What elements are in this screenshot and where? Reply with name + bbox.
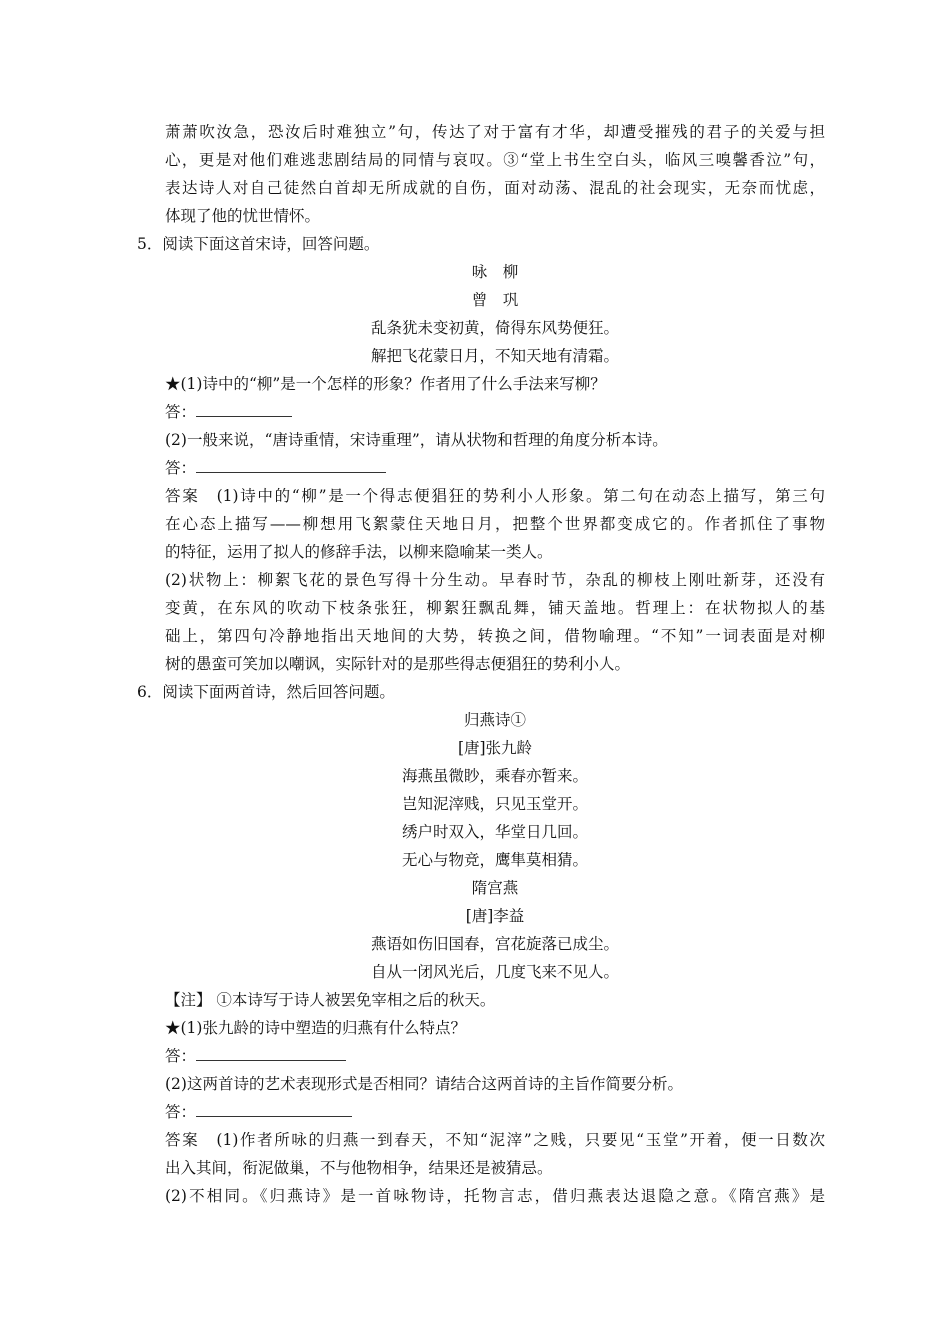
answer-label: 答：: [165, 1103, 197, 1121]
paragraph-line: 萧萧吹汝急，恐汝后时难独立”句，传达了对于富有才华，却遭受摧残的君子的关爱与担: [165, 123, 825, 141]
answer-key-line: 础上，第四句冷静地指出天地间的大势，转换之间，借物喻理。“不知”一词表面是对柳: [165, 627, 825, 645]
answer-key-line: (2)状物上：柳絮飞花的景色写得十分生动。早春时节，杂乱的柳枝上刚吐新芽，还没有: [165, 571, 825, 589]
answer-line: [165, 1046, 825, 1066]
poem-title: 隋宫燕: [471, 879, 519, 897]
sub-question: ★(1)张九龄的诗中塑造的归燕有什么特点？: [165, 1019, 466, 1037]
question-6: 6．阅读下面两首诗，然后回答问题。: [137, 683, 395, 701]
answer-key-line: 变黄，在东风的吹动下枝条张狂，柳絮狂飘乱舞，铺天盖地。哲理上：在状物拟人的基: [165, 599, 825, 617]
answer-key-line: 的特征，运用了拟人的修辞手法，以柳来隐喻某一类人。: [165, 543, 553, 561]
answer-key-line: 在心态上描写——柳想用飞絮蒙住天地日月，把整个世界都变成它的。作者抓住了事物: [165, 515, 825, 533]
poem-verse: 自从一闭风光后，几度飞来不见人。: [370, 963, 619, 981]
paragraph-line: 体现了他的忧世情怀。: [165, 207, 321, 225]
poem-verse: 燕语如伤旧国春，宫花旋落已成尘。: [370, 935, 619, 953]
answer-label: 答：: [165, 1047, 197, 1065]
paragraph-line: 心，更是对他们难逃悲剧结局的同情与哀叹。③“堂上书生空白头，临风三嗅馨香泣”句，: [165, 151, 825, 169]
poem-verse: 乱条犹未变初黄，倚得东风势便狂。: [370, 319, 619, 337]
answer-key-line: 答案 (1)诗中的“柳”是一个得志便猖狂的势利小人形象。第二句在动态上描写，第三句: [165, 487, 825, 505]
answer-key-line: 树的愚蛮可笑加以嘲讽，实际针对的是那些得志便猖狂的势利小人。: [165, 655, 631, 673]
footnote: 【注】 ①本诗写于诗人被罢免宰相之后的秋天。: [165, 991, 496, 1009]
poem-title: 咏 柳: [471, 263, 519, 281]
answer-key-line: (2)不相同。《归燕诗》是一首咏物诗，托物言志，借归燕表达退隐之意。《隋宫燕》是: [165, 1187, 825, 1205]
poem-author: 曾 巩: [471, 291, 519, 309]
answer-label: 答：: [165, 459, 197, 477]
poem-verse: 岂知泥滓贱，只见玉堂开。: [401, 795, 588, 813]
answer-line: [165, 402, 825, 422]
poem-title: 归燕诗①: [463, 711, 526, 729]
answer-line: [165, 458, 825, 478]
paragraph-line: 表达诗人对自己徒然白首却无所成就的自伤，面对动荡、混乱的社会现实，无奈而忧虑，: [165, 179, 825, 197]
poem-verse: 海燕虽微眇，乘春亦暂来。: [401, 767, 588, 785]
answer-blank[interactable]: [196, 458, 386, 473]
sub-question: (2)这两首诗的艺术表现形式是否相同？请结合这两首诗的主旨作简要分析。: [165, 1075, 683, 1093]
answer-label: 答：: [165, 403, 197, 421]
answer-blank[interactable]: [196, 1046, 346, 1061]
answer-blank[interactable]: [196, 402, 292, 417]
poem-verse: 绣户时双入，华堂日几回。: [401, 823, 588, 841]
poem-verse: 解把飞花蒙日月，不知天地有清霜。: [370, 347, 619, 365]
answer-key-line: 出入其间，衔泥做巢，不与他物相争，结果还是被猜忌。: [165, 1159, 553, 1177]
poem-author: [唐]李益: [465, 907, 525, 925]
poem-author: [唐]张九龄: [457, 739, 533, 757]
sub-question: (2)一般来说，“唐诗重情，宋诗重理”，请从状物和哲理的角度分析本诗。: [165, 431, 668, 449]
answer-blank[interactable]: [196, 1102, 352, 1117]
answer-line: [165, 1102, 825, 1122]
answer-key-line: 答案 (1)作者所咏的归燕一到春天，不知“泥滓”之贱，只要见“玉堂”开着，便一日数次: [165, 1131, 825, 1149]
sub-question: ★(1)诗中的“柳”是一个怎样的形象？作者用了什么手法来写柳？: [165, 375, 606, 393]
poem-verse: 无心与物竞，鹰隼莫相猜。: [401, 851, 588, 869]
question-5: 5．阅读下面这首宋诗，回答问题。: [137, 235, 380, 253]
